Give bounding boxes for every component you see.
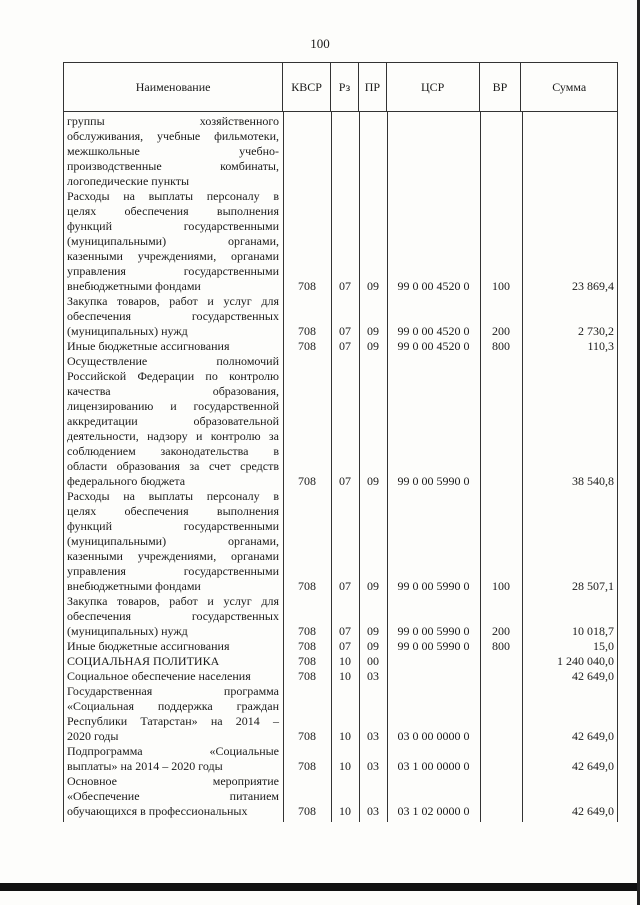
row-pr: 09 bbox=[367, 579, 379, 593]
table-row bbox=[63, 294, 618, 339]
row-name bbox=[63, 114, 283, 189]
table-body bbox=[63, 114, 618, 819]
table-row bbox=[63, 639, 618, 654]
row-name-line: 2020 годы bbox=[67, 729, 119, 743]
row-kvsr: 708 bbox=[298, 474, 316, 488]
row-name-line: Закупка товаров, работ и услуг для bbox=[67, 294, 279, 308]
row-name-line: качества образования, bbox=[67, 384, 279, 398]
row-pr: 03 bbox=[367, 729, 379, 743]
row-name-line: обслуживания, учебные фильмотеки, bbox=[67, 129, 279, 143]
row-name-line: целях обеспечения выполнения bbox=[67, 204, 279, 218]
row-kvsr: 708 bbox=[298, 804, 316, 818]
row-kvsr: 708 bbox=[298, 729, 316, 743]
column-rule bbox=[359, 112, 360, 822]
row-rz: 07 bbox=[339, 279, 351, 293]
row-name-line: «Социальная поддержка граждан bbox=[67, 699, 279, 713]
row-name-line: соблюдением законодательства в bbox=[67, 444, 279, 458]
row-sum: 10 018,7 bbox=[572, 624, 614, 638]
row-name-line: обеспечения государственных bbox=[67, 309, 279, 323]
row-sum: 42 649,0 bbox=[572, 804, 614, 818]
row-kvsr: 708 bbox=[298, 669, 316, 683]
column-rule bbox=[63, 112, 64, 822]
row-name bbox=[63, 774, 283, 819]
row-name-line: внебюджетными фондами bbox=[67, 279, 201, 293]
row-name bbox=[63, 684, 283, 744]
row-csr: 03 0 00 0000 0 bbox=[397, 729, 470, 743]
row-csr: 99 0 00 4520 0 bbox=[397, 339, 470, 353]
row-sum: 28 507,1 bbox=[572, 579, 614, 593]
column-rule bbox=[480, 112, 481, 822]
row-kvsr: 708 bbox=[298, 759, 316, 773]
row-name bbox=[63, 654, 283, 669]
column-rule bbox=[283, 112, 284, 822]
row-pr: 09 bbox=[367, 474, 379, 488]
row-pr: 00 bbox=[367, 654, 379, 668]
row-name-line: (муниципальных) нужд bbox=[67, 324, 188, 338]
table-row bbox=[63, 489, 618, 594]
row-name-line: области образования за счет средств bbox=[67, 459, 279, 473]
row-sum: 1 240 040,0 bbox=[557, 654, 614, 668]
row-name-line: выплаты» на 2014 – 2020 годы bbox=[67, 759, 223, 773]
header-kvsr: КВСР bbox=[283, 63, 331, 111]
row-rz: 07 bbox=[339, 624, 351, 638]
table-row bbox=[63, 114, 618, 189]
row-kvsr: 708 bbox=[298, 639, 316, 653]
row-name-line: (муниципальных) нужд bbox=[67, 624, 188, 638]
row-rz: 07 bbox=[339, 474, 351, 488]
row-name-line: управления государственными bbox=[67, 264, 279, 278]
row-name-line: деятельности, надзору и контролю за bbox=[67, 429, 279, 443]
table-header bbox=[63, 62, 618, 112]
row-pr: 09 bbox=[367, 624, 379, 638]
row-csr: 03 1 00 0000 0 bbox=[397, 759, 470, 773]
row-rz: 07 bbox=[339, 639, 351, 653]
row-csr: 03 1 02 0000 0 bbox=[397, 804, 470, 818]
row-name bbox=[63, 489, 283, 594]
row-name bbox=[63, 744, 283, 774]
row-sum: 38 540,8 bbox=[572, 474, 614, 488]
row-rz: 10 bbox=[339, 759, 351, 773]
row-csr: 99 0 00 4520 0 bbox=[397, 279, 470, 293]
header-pr: ПР bbox=[359, 63, 387, 111]
row-sum: 110,3 bbox=[587, 339, 614, 353]
row-csr: 99 0 00 5990 0 bbox=[397, 579, 470, 593]
row-name-line: группы хозяйственного bbox=[67, 114, 279, 128]
column-rule bbox=[387, 112, 388, 822]
row-vr: 800 bbox=[492, 639, 510, 653]
table-row bbox=[63, 774, 618, 819]
row-sum: 23 869,4 bbox=[572, 279, 614, 293]
table-row bbox=[63, 594, 618, 639]
row-name-line: лицензированию и государственной bbox=[67, 399, 279, 413]
row-rz: 07 bbox=[339, 339, 351, 353]
row-name-line: логопедические пункты bbox=[67, 174, 190, 188]
table-row bbox=[63, 189, 618, 294]
row-name-line: Закупка товаров, работ и услуг для bbox=[67, 594, 279, 608]
row-name-line: целях обеспечения выполнения bbox=[67, 504, 279, 518]
row-name bbox=[63, 339, 283, 354]
row-rz: 10 bbox=[339, 654, 351, 668]
header-sum: Сумма bbox=[552, 79, 587, 94]
row-pr: 09 bbox=[367, 339, 379, 353]
row-vr: 100 bbox=[492, 579, 510, 593]
row-sum: 42 649,0 bbox=[572, 729, 614, 743]
page-number: 100 bbox=[310, 36, 330, 51]
row-pr: 03 bbox=[367, 669, 379, 683]
row-pr: 09 bbox=[367, 279, 379, 293]
row-name bbox=[63, 669, 283, 684]
header-vr: ВР bbox=[480, 63, 522, 111]
row-name-line: Осуществление полномочий bbox=[67, 354, 279, 368]
row-name-line: аккредитации образовательной bbox=[67, 414, 279, 428]
row-name bbox=[63, 294, 283, 339]
row-name-line: Российской Федерации по контролю bbox=[67, 369, 279, 383]
row-name-line: «Обеспечение питанием bbox=[67, 789, 279, 803]
row-name-line: (муниципальными) органами, bbox=[67, 534, 279, 548]
row-name-line: (муниципальными) органами, bbox=[67, 234, 279, 248]
row-vr: 800 bbox=[492, 339, 510, 353]
row-sum: 42 649,0 bbox=[572, 759, 614, 773]
row-sum: 15,0 bbox=[593, 639, 614, 653]
row-kvsr: 708 bbox=[298, 339, 316, 353]
row-vr: 200 bbox=[492, 624, 510, 638]
row-csr: 99 0 00 4520 0 bbox=[397, 324, 470, 338]
row-pr: 03 bbox=[367, 804, 379, 818]
row-name-line: производственные комбинаты, bbox=[67, 159, 279, 173]
row-name-line: функций государственными bbox=[67, 219, 279, 233]
row-name-line: Республики Татарстан» на 2014 – bbox=[67, 714, 279, 728]
row-vr: 200 bbox=[492, 324, 510, 338]
row-rz: 10 bbox=[339, 804, 351, 818]
table-row bbox=[63, 669, 618, 684]
row-rz: 07 bbox=[339, 324, 351, 338]
row-kvsr: 708 bbox=[298, 624, 316, 638]
row-name-line: казенными учреждениями, органами bbox=[67, 249, 279, 263]
row-vr: 100 bbox=[492, 279, 510, 293]
header-rz: Рз bbox=[331, 63, 359, 111]
row-name-line: Основное мероприятие bbox=[67, 774, 279, 788]
row-name-line: казенными учреждениями, органами bbox=[67, 549, 279, 563]
table-row bbox=[63, 744, 618, 774]
row-name bbox=[63, 189, 283, 294]
row-csr: 99 0 00 5990 0 bbox=[397, 624, 470, 638]
row-name-line: Государственная программа bbox=[67, 684, 279, 698]
row-name-line: Подпрограмма «Социальные bbox=[67, 744, 279, 758]
scan-border-bottom bbox=[0, 883, 640, 891]
row-name-line: обеспечения государственных bbox=[67, 609, 279, 623]
row-name-line: Социальное обеспечение населения bbox=[67, 669, 251, 683]
row-name-line: Иные бюджетные ассигнования bbox=[67, 639, 230, 653]
row-pr: 03 bbox=[367, 759, 379, 773]
row-name-line: внебюджетными фондами bbox=[67, 579, 201, 593]
column-rule bbox=[617, 112, 618, 822]
row-csr: 99 0 00 5990 0 bbox=[397, 474, 470, 488]
row-name-line: обучающихся в профессиональных bbox=[67, 804, 248, 818]
row-kvsr: 708 bbox=[298, 579, 316, 593]
row-name-line: Иные бюджетные ассигнования bbox=[67, 339, 230, 353]
row-kvsr: 708 bbox=[298, 654, 316, 668]
row-rz: 10 bbox=[339, 729, 351, 743]
table-row bbox=[63, 339, 618, 354]
row-name bbox=[63, 594, 283, 639]
row-kvsr: 708 bbox=[298, 279, 316, 293]
row-csr: 99 0 00 5990 0 bbox=[397, 639, 470, 653]
row-pr: 09 bbox=[367, 639, 379, 653]
row-name-line: Расходы на выплаты персоналу в bbox=[67, 189, 279, 203]
table-row bbox=[63, 354, 618, 489]
row-name-line: управления государственными bbox=[67, 564, 279, 578]
header-csr: ЦСР bbox=[387, 63, 480, 111]
row-name bbox=[63, 354, 283, 489]
row-name-line: Расходы на выплаты персоналу в bbox=[67, 489, 279, 503]
table-row bbox=[63, 654, 618, 669]
column-rule bbox=[331, 112, 332, 822]
row-kvsr: 708 bbox=[298, 324, 316, 338]
header-name: Наименование bbox=[64, 63, 283, 111]
row-pr: 09 bbox=[367, 324, 379, 338]
row-sum: 42 649,0 bbox=[572, 669, 614, 683]
row-name-line: СОЦИАЛЬНАЯ ПОЛИТИКА bbox=[67, 654, 220, 668]
row-rz: 10 bbox=[339, 669, 351, 683]
column-rule bbox=[522, 112, 523, 822]
row-name-line: межшкольные учебно- bbox=[67, 144, 279, 158]
row-rz: 07 bbox=[339, 579, 351, 593]
row-name-line: функций государственными bbox=[67, 519, 279, 533]
row-sum: 2 730,2 bbox=[578, 324, 614, 338]
table-row bbox=[63, 684, 618, 744]
row-name-line: федерального бюджета bbox=[67, 474, 186, 488]
row-name bbox=[63, 639, 283, 654]
